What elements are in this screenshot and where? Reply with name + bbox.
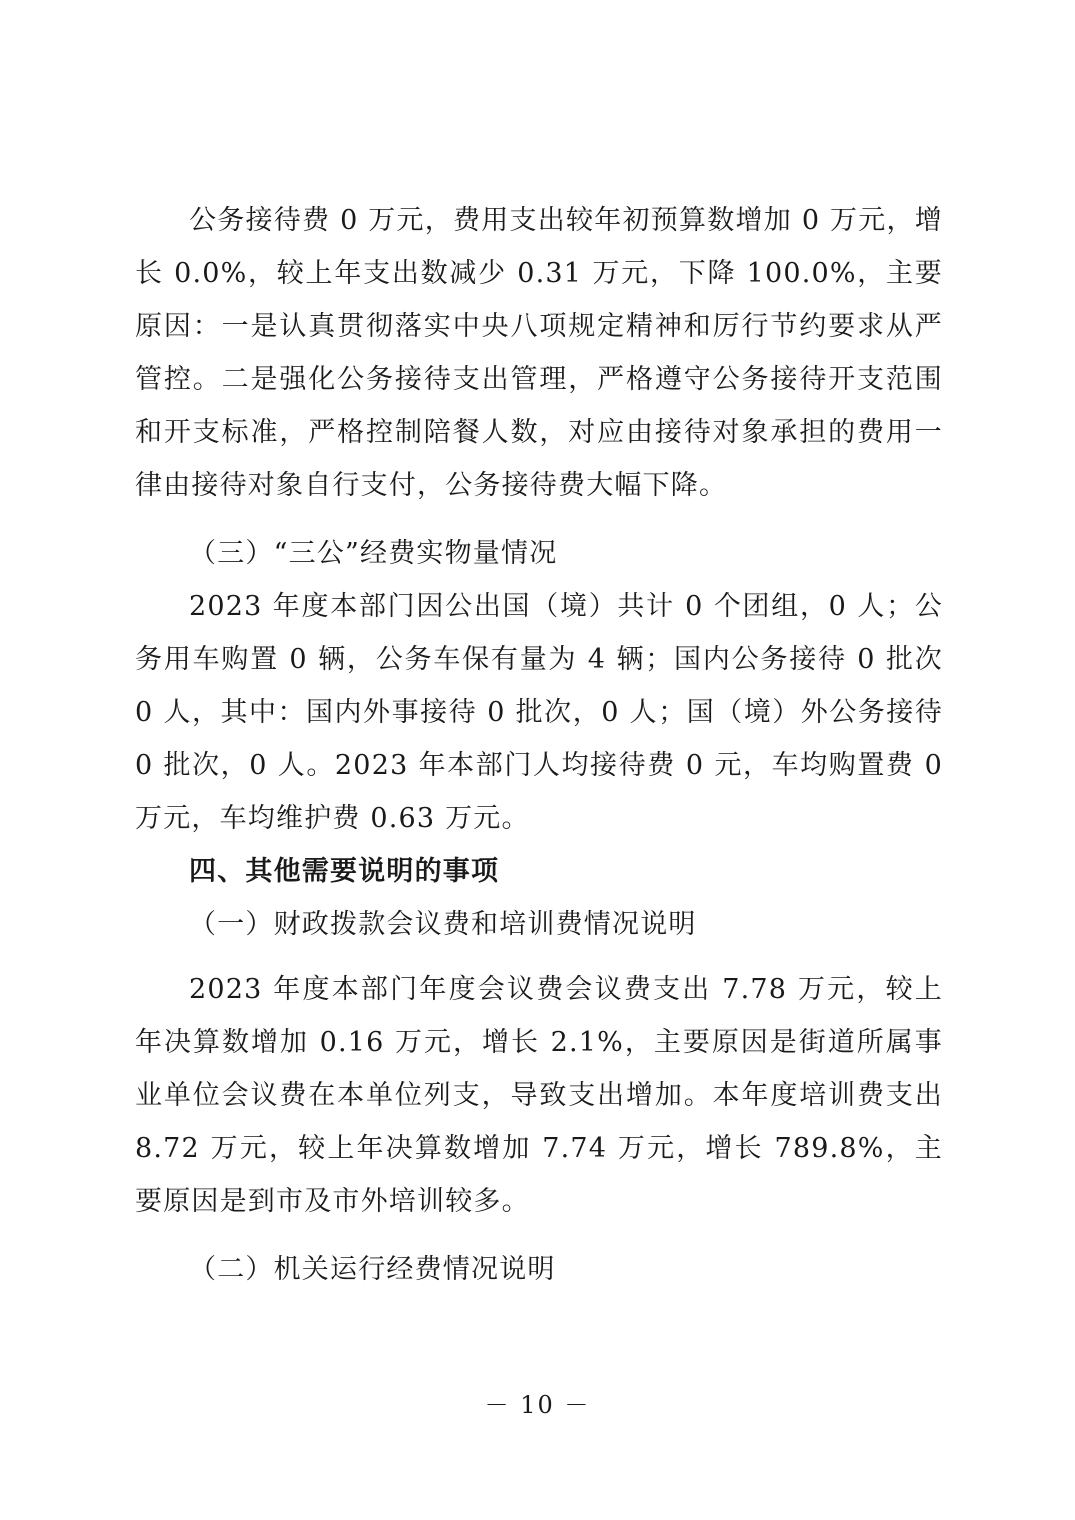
meeting-training-heading: （一）财政拨款会议费和培训费情况说明: [189, 909, 697, 940]
spacer: [135, 951, 943, 963]
section-four-heading: 四、其他需要说明的事项: [189, 856, 500, 887]
meeting-training-paragraph: 2023 年度本部门年度会议费会议费支出 7.78 万元，较上年决算数增加 0.16 万元，增长 2.1%，主要原因是街道所属事业单位会议费在本单位列支，导致支出增加。本年度培训费支出 8.72 万元，较上年决算数增加 7.74 万元，增长 789.8%，主要原因是到市及市外培训较多。: [135, 974, 943, 1217]
operating-expenses-heading: （二）机关运行经费情况说明: [189, 1254, 556, 1285]
page-number: － 10 －: [484, 1391, 591, 1419]
spacer: [135, 1228, 943, 1243]
document-body: [135, 194, 943, 1296]
reception-fee-paragraph: 公务接待费 0 万元，费用支出较年初预算数增加 0 万元，增长 0.0%，较上年支出数减少 0.31 万元，下降 100.0%，主要原因：一是认真贯彻落实中央八项规定精神和厉行节约要求从严管控。二是强化公务接待支出管理，严格遵守公务接待开支范围和开支标准，严格控制陪餐人数，对应由接待对象承担的费用一律由接待对象自行支付，公务接待费大幅下降。: [135, 205, 943, 501]
physical-quantity-paragraph: 2023 年度本部门因公出国（境）共计 0 个团组，0 人；公务用车购置 0 辆，公务车保有量为 4 辆；国内公务接待 0 批次 0 人，其中：国内外事接待 0 批次，0 人；国（境）外公务接待 0 批次，0 人。2023 年本部门人均接待费 0 元，车均购置费 0 万元，车均维护费 0.63 万元。: [135, 591, 943, 834]
spacer: [135, 512, 943, 527]
physical-quantity-heading: （三）“三公”经费实物量情况: [189, 538, 558, 569]
